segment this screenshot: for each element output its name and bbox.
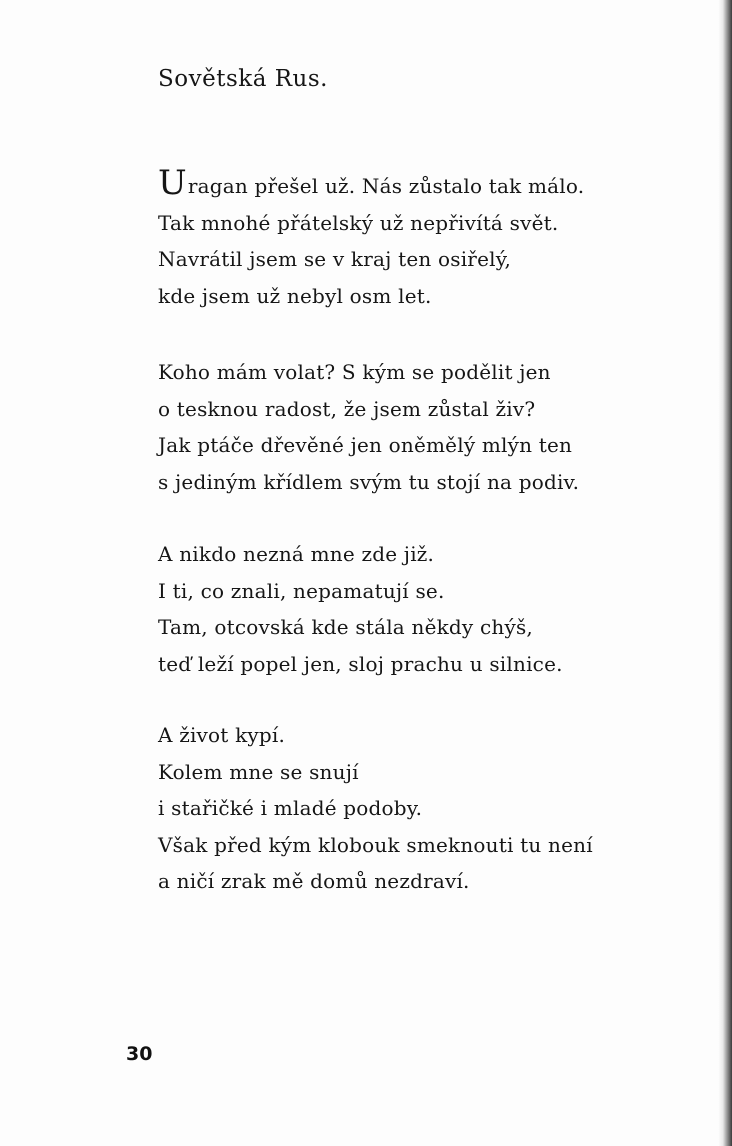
verse-line: Tak mnohé přátelský už nepřivítá svět. <box>158 210 559 235</box>
verse-line-text: ragan přešel už. Nás zůstalo tak málo. <box>187 174 585 198</box>
stanza-4 <box>158 717 593 900</box>
verse-line: Tam, otcovská kde stála někdy chýš, <box>158 615 533 639</box>
verse-line: Kolem mne se snují <box>158 759 359 784</box>
verse-line: Navrátil jsem se v kraj ten osiřelý, <box>158 247 512 271</box>
stanza-3 <box>158 536 563 682</box>
verse-line: o tesknou radost, že jsem zůstal živ? <box>158 396 536 421</box>
verse-line: Však před kým klobouk smeknouti tu není <box>158 832 593 857</box>
verse-line: s jediným křídlem svým tu stojí na podiv. <box>158 469 580 494</box>
verse-line: kde jsem už nebyl osm let. <box>158 283 432 308</box>
stanza-2 <box>158 354 579 500</box>
verse-line <box>158 163 585 205</box>
verse-line: teď leží popel jen, sloj prachu u silnice. <box>158 651 563 676</box>
verse-line: a ničí zrak mě domů nezdraví. <box>158 869 470 893</box>
verse-line: I ti, co znali, nepamatují se. <box>158 578 445 603</box>
verse-line: A nikdo nezná mne zde již. <box>158 542 435 566</box>
verse-line: A život kypí. <box>158 723 286 747</box>
verse-line: Jak ptáče dřevěné jen oněmělý mlýn ten <box>158 433 573 457</box>
verse-line: Koho mám volat? S kým se podělit jen <box>158 360 551 384</box>
poem-title: Sovětská Rus. <box>158 66 328 92</box>
verse-line: i stařičké i mladé podoby. <box>158 796 423 820</box>
stanza-1 <box>158 163 585 314</box>
drop-cap: U <box>158 163 187 203</box>
scan-edge <box>718 0 732 1146</box>
page-number: 30 <box>126 1043 153 1065</box>
